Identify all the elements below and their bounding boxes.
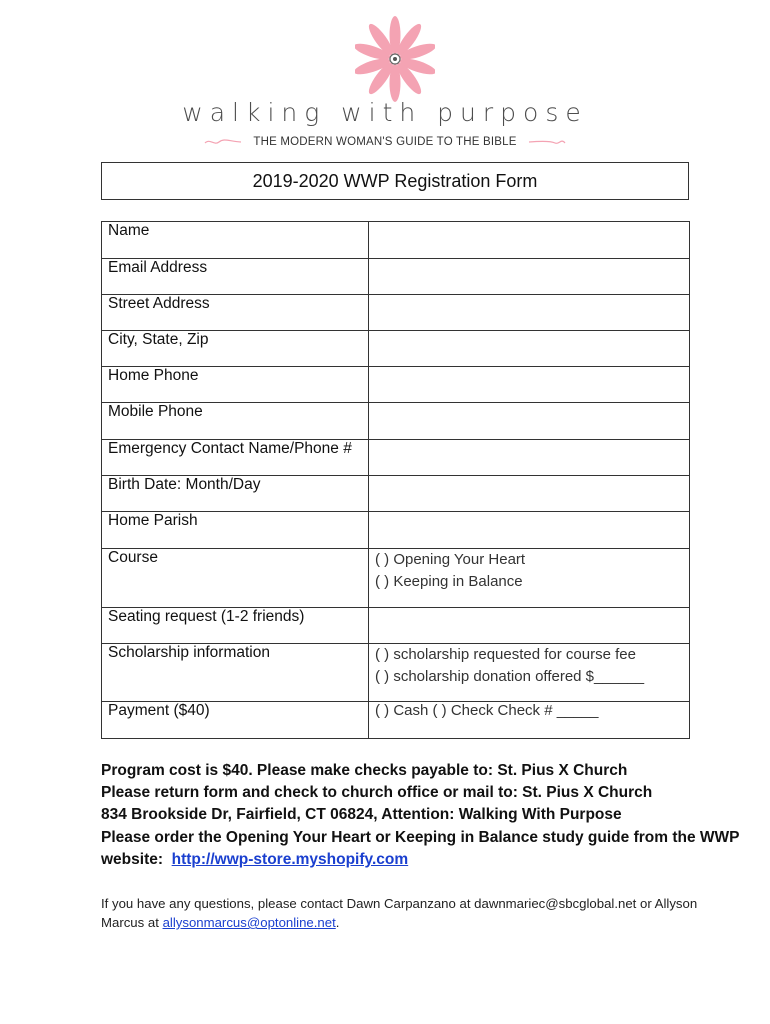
label-course: Course (102, 549, 369, 608)
contact-line-1: If you have any questions, please contact Dawn Carpanzano at dawnmariec@sbcglobal.net or Allyson (101, 896, 698, 911)
contact-prefix: Marcus at (101, 915, 163, 930)
note-line-address: 834 Brookside Dr, Fairfield, CT 06824, Attention: Walking With Purpose (101, 806, 622, 824)
label-payment: Payment ($40) (102, 702, 369, 739)
email-link[interactable]: allysonmarcus@optonline.net (162, 915, 336, 930)
street-field[interactable] (369, 295, 690, 331)
mobile-phone-field[interactable] (369, 403, 690, 440)
note-line-website (101, 849, 741, 871)
logo (0, 0, 770, 160)
row-emergency (102, 440, 690, 476)
course-option-keeping-balance[interactable]: ( ) Keeping in Balance (375, 573, 523, 590)
brand-name: walking with purpose (182, 98, 588, 127)
row-name (102, 222, 690, 259)
row-scholarship (102, 644, 690, 702)
label-birth: Birth Date: Month/Day (102, 476, 369, 512)
label-parish: Home Parish (102, 512, 369, 549)
program-notes (101, 760, 741, 871)
home-phone-field[interactable] (369, 367, 690, 403)
email-field[interactable] (369, 259, 690, 295)
contact-line-2 (101, 913, 741, 932)
website-prefix: website: (101, 850, 172, 868)
label-street: Street Address (102, 295, 369, 331)
row-course (102, 549, 690, 608)
daisy-flower-icon (355, 14, 435, 104)
contact-suffix: . (335, 915, 340, 930)
payment-options[interactable]: ( ) Cash ( ) Check Check # _____ (369, 702, 690, 739)
label-home-phone: Home Phone (102, 367, 369, 403)
label-mobile-phone: Mobile Phone (102, 403, 369, 440)
course-option-opening-heart[interactable]: ( ) Opening Your Heart (375, 551, 526, 568)
note-line-return: Please return form and check to church office or mail to: St. Pius X Church (101, 784, 653, 802)
form-title: 2019-2020 WWP Registration Form (101, 162, 689, 200)
scholarship-options (369, 644, 690, 702)
scholarship-option-donation[interactable]: ( ) scholarship donation offered $______ (375, 668, 645, 685)
registration-table (101, 221, 690, 739)
swirl-left-icon (204, 137, 242, 147)
course-options (369, 549, 690, 608)
label-seating: Seating request (1-2 friends) (102, 608, 369, 644)
row-parish (102, 512, 690, 549)
row-payment (102, 702, 690, 739)
name-field[interactable] (369, 222, 690, 259)
row-home-phone (102, 367, 690, 403)
contact-info (101, 894, 741, 932)
emergency-field[interactable] (369, 440, 690, 476)
scholarship-option-requested[interactable]: ( ) scholarship requested for course fee (375, 646, 636, 663)
label-emergency: Emergency Contact Name/Phone # (102, 440, 369, 476)
note-line-order: Please order the Opening Your Heart or Keeping in Balance study guide from the WWP (101, 828, 740, 846)
city-field[interactable] (369, 331, 690, 367)
row-street (102, 295, 690, 331)
label-city: City, State, Zip (102, 331, 369, 367)
row-email (102, 259, 690, 295)
tagline-text: THE MODERN WOMAN'S GUIDE TO THE BIBLE (253, 136, 517, 148)
label-name: Name (102, 222, 369, 259)
row-seating (102, 608, 690, 644)
note-line-cost: Program cost is $40. Please make checks payable to: St. Pius X Church (101, 762, 628, 779)
swirl-right-icon (528, 137, 566, 147)
row-mobile-phone (102, 403, 690, 440)
birth-field[interactable] (369, 476, 690, 512)
seating-field[interactable] (369, 608, 690, 644)
label-email: Email Address (102, 259, 369, 295)
store-link[interactable]: http://wwp-store.myshopify.com (171, 850, 409, 868)
tagline (0, 136, 770, 148)
label-scholarship: Scholarship information (102, 644, 369, 702)
parish-field[interactable] (369, 512, 690, 549)
row-birth (102, 476, 690, 512)
row-city (102, 331, 690, 367)
